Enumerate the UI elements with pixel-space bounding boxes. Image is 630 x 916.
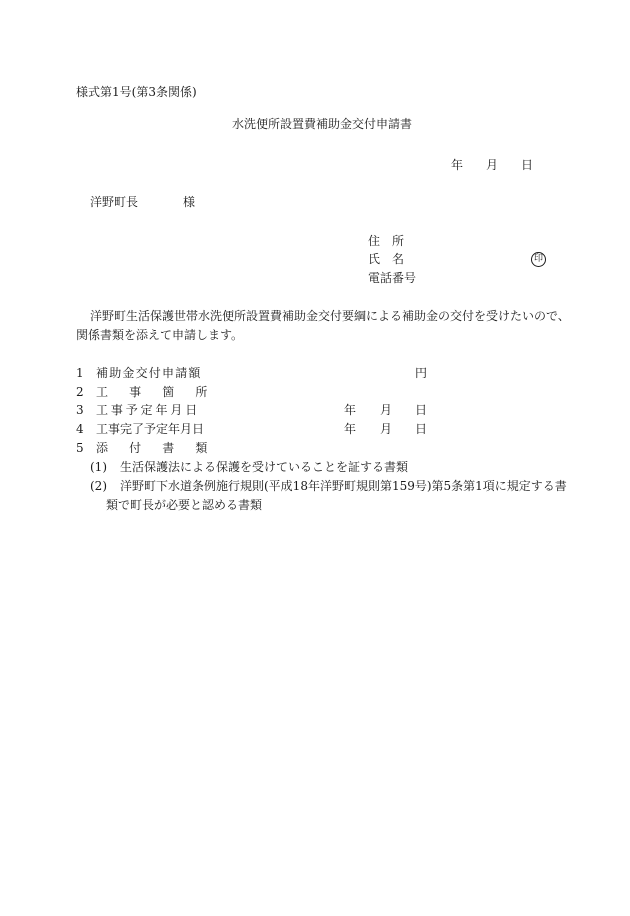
statement-line-1: 洋野町生活保護世帯水洗便所設置費補助金交付要綱による補助金の交付を受けたいので、 bbox=[90, 309, 570, 323]
addressee-name: 洋野町長 bbox=[90, 195, 139, 209]
address-label: 住 所 bbox=[368, 234, 405, 248]
seal-mark-icon: 印 bbox=[531, 252, 546, 267]
statement-line-2: 関係書類を添えて申請します。 bbox=[76, 328, 244, 342]
item-number: 3 bbox=[76, 403, 84, 417]
item-number: 1 bbox=[76, 366, 84, 380]
item-label: 工事予定年月日 bbox=[96, 403, 201, 417]
name-label: 氏 名 bbox=[368, 252, 405, 266]
date-month: 月 bbox=[486, 158, 499, 172]
planned-month: 月 bbox=[380, 403, 393, 417]
document-title: 水洗便所設置費補助金交付申請書 bbox=[232, 117, 413, 131]
attachment-text: 洋野町下水道条例施行規則(平成18年洋野町規則第159号)第5条第1項に規定する書 bbox=[120, 479, 567, 493]
completion-month: 月 bbox=[380, 422, 393, 436]
date-day: 日 bbox=[521, 158, 534, 172]
completion-day: 日 bbox=[415, 422, 428, 436]
completion-year: 年 bbox=[344, 422, 357, 436]
attachment-number: (2) bbox=[90, 479, 107, 493]
form-number: 様式第1号(第3条関係) bbox=[76, 85, 197, 99]
attachment-number: (1) bbox=[90, 460, 107, 474]
item-number: 5 bbox=[76, 441, 84, 455]
item-label: 工事完了予定年月日 bbox=[96, 422, 205, 436]
planned-year: 年 bbox=[344, 403, 357, 417]
planned-day: 日 bbox=[415, 403, 428, 417]
item-number: 4 bbox=[76, 422, 84, 436]
attachment-text: 生活保護法による保護を受けていることを証する書類 bbox=[120, 460, 409, 474]
addressee-suffix: 様 bbox=[183, 195, 196, 209]
date-year: 年 bbox=[451, 158, 464, 172]
item-label: 添 付 書 類 bbox=[96, 441, 212, 455]
phone-label: 電話番号 bbox=[368, 271, 417, 285]
amount-unit: 円 bbox=[415, 366, 428, 380]
item-number: 2 bbox=[76, 385, 84, 399]
item-label: 補助金交付申請額 bbox=[96, 366, 202, 380]
item-label: 工 事 箇 所 bbox=[96, 385, 212, 399]
attachment-text-continued: 類で町長が必要と認める書類 bbox=[106, 498, 263, 512]
